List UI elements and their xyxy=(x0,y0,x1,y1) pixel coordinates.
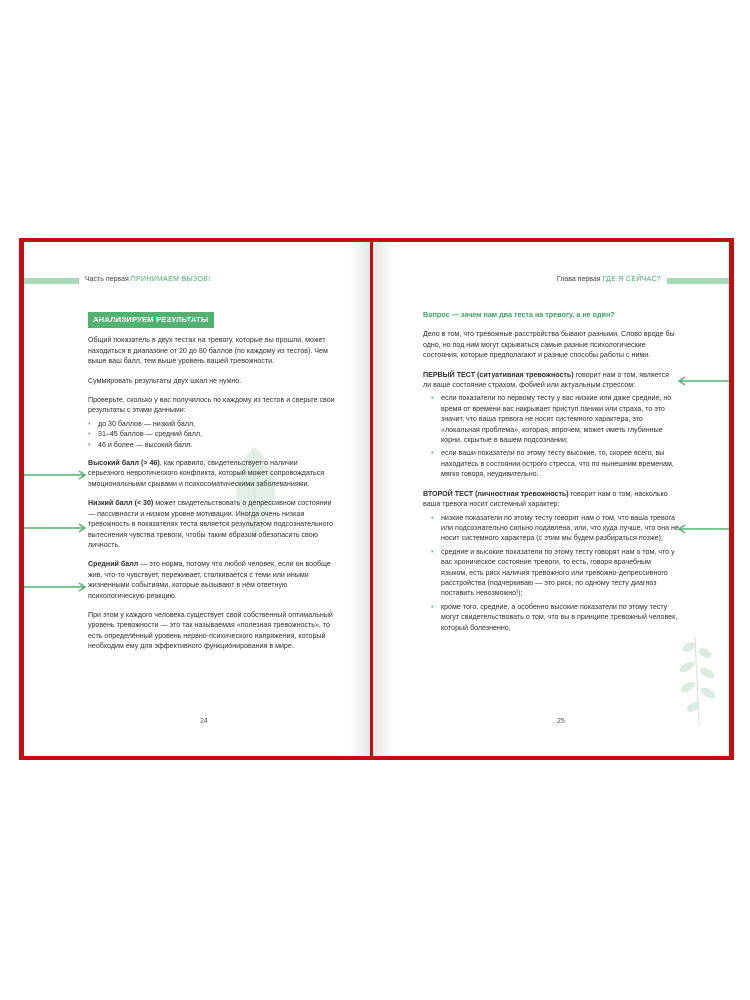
question-heading: Вопрос — зачем нам два теста на тревогу, а не один? xyxy=(423,310,615,319)
second-test-text: говорит нам о том, насколько ваша тревога носит системный характер: xyxy=(423,489,668,509)
high-score-term: Высокий балл (> 46) xyxy=(88,459,160,468)
right-running-header xyxy=(557,276,661,283)
left-running-header xyxy=(85,276,210,283)
second-test-term: ВТОРОЙ ТЕСТ (личностная тревожность) xyxy=(423,489,569,498)
right-page-number: 25 xyxy=(557,718,565,725)
leaf-decoration-icon xyxy=(669,627,724,727)
green-arrow-right-icon xyxy=(24,523,88,533)
mid-score-term: Средний балл xyxy=(88,560,139,569)
first-test-list xyxy=(423,393,679,479)
open-book xyxy=(19,238,734,760)
first-test-text: говорит нам о том, является ли ваше состояние страхом, фобией или актуальным стрессом: xyxy=(423,370,669,390)
para-no-sum: Суммировать результаты двух шкал не нужно. xyxy=(88,376,242,385)
second-test-list xyxy=(423,513,679,633)
para-check: Проверьте, сколько у вас получилось по каждому из тестов и сверьте свои результаты с этими данными: xyxy=(88,396,335,415)
right-text-column xyxy=(423,310,679,633)
para-score-range: Общий показатель в двух тестах на тревогу, которые вы прошли, может находиться в диапазоне от 20 до 80 баллов (по каждому из тестов). Чем выше ваш балл, тем выше уровень вашей тревожности. xyxy=(88,336,328,366)
intro-paragraph: Дело в том, что тревожные расстройства бывают разными. Слово вроде бы одно, но под ним могут скрываться самые разные психологические состояния, которые предполагают и разные способы работы с ними. xyxy=(423,330,675,360)
high-score-text: , как правило, свидетельствует о наличии серьезного невротического конфликта, который может сопровождаться эмоциональными срывами и психосоматическими заболеваниями. xyxy=(88,459,325,488)
right-gutter-shadow xyxy=(373,242,395,756)
green-arrow-left-icon xyxy=(677,524,729,534)
right-page xyxy=(373,242,729,756)
right-header-title: ГДЕ Я СЕЙЧАС? xyxy=(602,276,661,283)
list-item: • до 30 баллов — низкий балл, xyxy=(88,419,336,429)
section-tag: АНАЛИЗИРУЕМ РЕЗУЛЬТАТЫ xyxy=(88,312,214,328)
list-item: • 31–45 баллов — средний балл, xyxy=(88,429,336,439)
green-arrow-right-icon xyxy=(24,582,88,592)
left-page-number: 24 xyxy=(200,718,208,725)
high-score-paragraph xyxy=(88,458,336,489)
low-score-term: Низкий балл (< 30) xyxy=(88,499,154,508)
first-test-term: ПЕРВЫЙ ТЕСТ (ситуативная тревожность) xyxy=(423,370,574,379)
list-item: • если ваши показатели по этому тесту высокие, то, скорее всего, вы находитесь в состоянии острого стресса, что по нынешним временам, мягко говоря, неудивительно. xyxy=(431,448,679,479)
first-test-paragraph xyxy=(423,370,679,391)
list-item: • 46 и более — высокий балл. xyxy=(88,440,336,450)
list-item: • кроме того, средние, а особенно высокие показатели по этому тесту могут свидетельствовать о том, что вы в принципе тревожный человек, который болезненно, xyxy=(431,602,679,633)
left-text-column xyxy=(88,312,336,652)
left-header-part: Часть первая xyxy=(85,276,129,283)
low-score-text: может свидетельствовать о депрессивном состоянии — пассивности и низком уровне мотивации. Иногда очень низкая тревожность в показателях теста является результатом подсознательного вытеснения чувства тревоги, чтобы таким образом обезопасить свою личность. xyxy=(88,499,333,549)
green-arrow-left-icon xyxy=(677,376,729,386)
green-arrow-right-icon xyxy=(24,470,88,480)
right-header-bar xyxy=(667,278,729,284)
mid-score-text: — это норма, потому что любой человек, если он вообще жив, что-то чувствует, переживает, сталкивается с теми или иными жизненными событиями, которые вызывают в нём ответную психологическую реакцию. xyxy=(88,560,331,600)
left-header-bar xyxy=(24,278,79,284)
list-item: • если показатели по первому тесту у вас низкие или даже средние, но время от времени вас накрывает приступ паники или страха, то это значит, что ваша тревога не носит системного характера, это «локальная проблема», которая, впрочем, может иметь глубинные корни, скрытые в вашем подсознании; xyxy=(431,393,679,445)
second-test-paragraph xyxy=(423,489,679,510)
right-header-chapter: Глава первая xyxy=(556,276,601,283)
mid-score-paragraph xyxy=(88,559,336,601)
left-header-title: ПРИНИМАЕМ ВЫЗОВ! xyxy=(130,276,211,283)
para-useful-anxiety: При этом у каждого человека существует свой собственный оптимальный уровень тревожности — это так называемая «полезная тревожность», то есть определённый уровень нервно-психического напряжения, который необходим ему для эффективного функционирования в мире. xyxy=(88,610,333,651)
low-score-paragraph xyxy=(88,498,336,550)
score-range-list xyxy=(88,419,336,450)
list-item: • средние и высокие показатели по этому тесту говорят нам о том, что у вас хроническое состояние тревоги, то есть, говоря врачебным языком, есть риск наличия тревожного или тревожно-депрессивного расстройства (подчеркиваю — это риск, по одному тесту диагноз поставить невозможно!); xyxy=(431,547,679,599)
left-page xyxy=(24,242,370,756)
list-item: • низкие показатели по этому тесту говорят нам о том, что ваша тревога или подсознательно сильно подавлена, или, что куда лучше, что она не носит системного характера (с этим мы будем разбираться позже); xyxy=(431,513,679,544)
left-gutter-shadow xyxy=(348,242,370,756)
